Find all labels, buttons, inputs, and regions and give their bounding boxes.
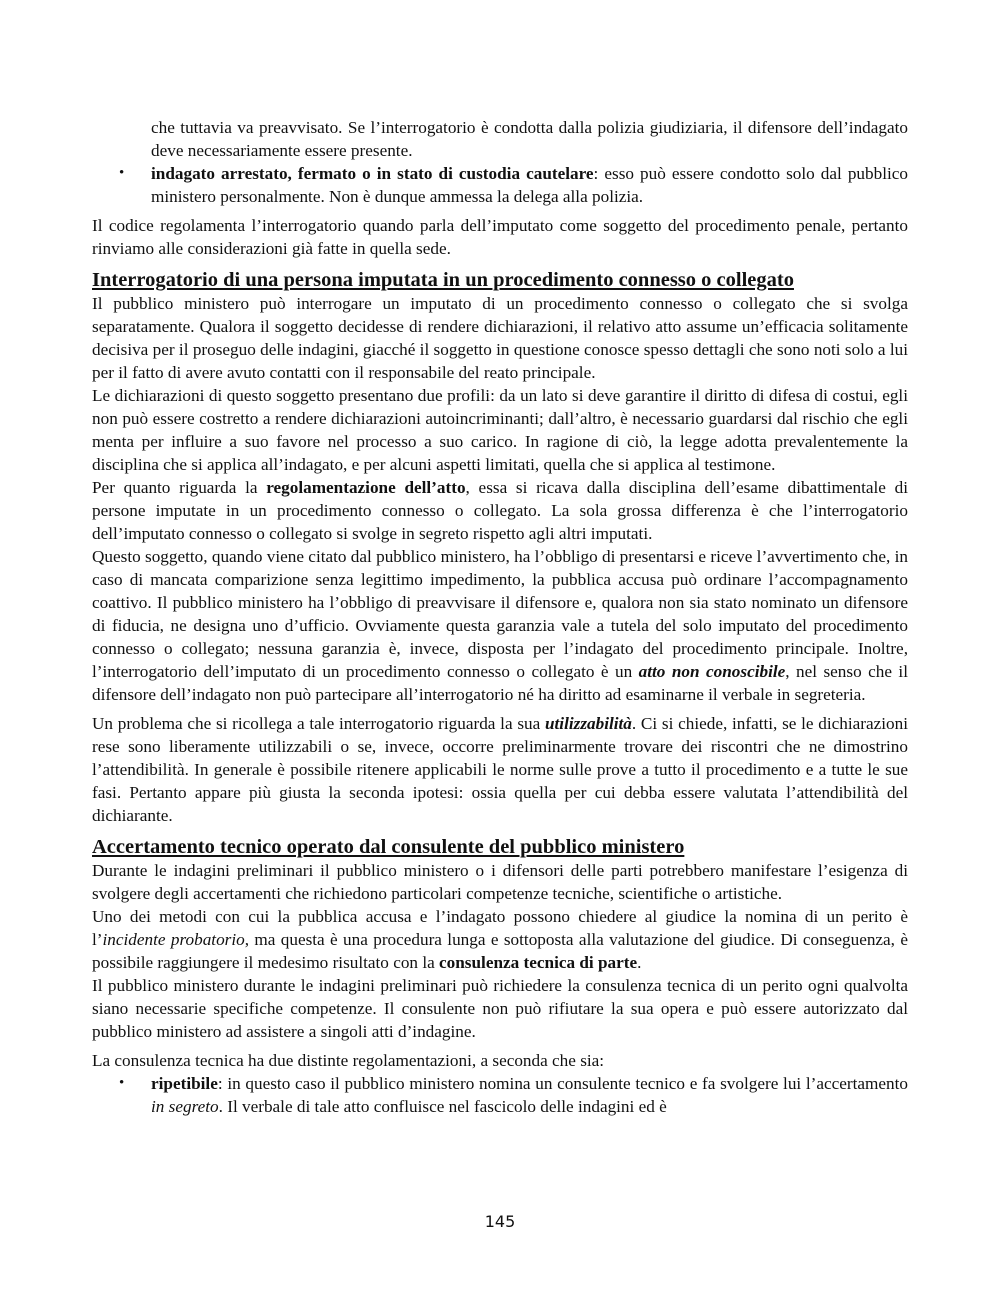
continued-text: che tuttavia va preavvisato. Se l’interrogatorio è condotta dalla polizia giudiziaria, il difensore dell’indagato deve necessariamente essere presente.: [151, 118, 908, 160]
italic-term: incidente probatorio: [102, 930, 245, 949]
page-number: 145: [484, 1212, 516, 1231]
paragraph: Per quanto riguarda la regolamentazione dell’atto, essa si ricava dalla disciplina dell’esame dibattimentale di persone imputate in un procedimento connesso o collegato. La sola grossa differenza è che l’interrogatorio dell’imputato connesso o collegato si svolge in segreto rispetto agli altri imputati.: [92, 478, 908, 543]
paragraph: Durante le indagini preliminari il pubblico ministero o i difensori delle parti potrebbero manifestare l’esigenza di svolgere degli accertamenti che richiedono particolari competenze tecniche, scientifiche o artistiche.: [92, 861, 908, 903]
bullet-icon: •: [119, 1075, 125, 1091]
section-heading: Interrogatorio di una persona imputata in un procedimento connesso o collegato: [92, 269, 794, 291]
page-content: [92, 116, 908, 1118]
bold-term: indagato arrestato, fermato o in stato di custodia cautelare: [151, 164, 594, 183]
list-item: • indagato arrestato, fermato o in stato di custodia cautelare: esso può essere condotto solo dal pubblico ministero personalmente. Non è dunque ammessa la delega alla polizia.: [119, 164, 908, 206]
paragraph: Le dichiarazioni di questo soggetto presentano due profili: da un lato si deve garantire il diritto di difesa di costui, egli non può essere costretto a rendere dichiarazioni autoincriminanti; dall’altro, è necessario guardarsi dal rischio che egli menta per influire a suo favore nel processo a suo carico. In ragione di ciò, la legge adotta prevalentemente la disciplina che si applica all’indagato, e per alcuni aspetti limitati, quella che si applica al testimone.: [92, 386, 908, 474]
list-item: • ripetibile: in questo caso il pubblico ministero nomina un consulente tecnico e fa svolgere lui l’accertamento in segreto. Il verbale di tale atto confluisce nel fascicolo delle indagini ed è: [119, 1074, 908, 1116]
bullet-list-bottom: [92, 1072, 908, 1118]
paragraph: Un problema che si ricollega a tale interrogatorio riguarda la sua utilizzabilità. Ci si chiede, infatti, se le dichiarazioni rese sono liberamente utilizzabili o se, invece, occorre preliminarmente trovare dei riscontri che ne dimostrino l’attendibilità. In generale è possibile ritenere applicabili le norme sulle prove a tutto il procedimento e a tutte le sue fasi. Pertanto appare più giusta la seconda ipotesi: ossia quella per cui debba essere valutata l’attendibilità del dichiarante.: [92, 714, 908, 825]
paragraph: La consulenza tecnica ha due distinte regolamentazioni, a seconda che sia:: [92, 1051, 605, 1070]
paragraph: Il codice regolamenta l’interrogatorio quando parla dell’imputato come soggetto del procedimento penale, pertanto rinviamo alle considerazioni già fatte in quella sede.: [92, 216, 908, 258]
section-heading: Accertamento tecnico operato dal consulente del pubblico ministero: [92, 836, 685, 858]
bold-term: regolamentazione dell’atto: [266, 478, 466, 497]
bold-term: ripetibile: [151, 1074, 218, 1093]
paragraph: Questo soggetto, quando viene citato dal pubblico ministero, ha l’obbligo di presentarsi e riceve l’avvertimento che, in caso di mancata comparizione senza legittimo impedimento, la pubblica accusa può ordinare l’accompagnamento coattivo. Il pubblico ministero ha l’obbligo di preavvisare il difensore e, qualora non sia stato nominato un difensore di fiducia, ne designa uno d’ufficio. Ovviamente questa garanzia vale a tutela del solo imputato del procedimento connesso o collegato; nessuna garanzia è, invece, disposta per l’indagato del procedimento principale. Inoltre, l’interrogatorio dell’imputato di un procedimento connesso o collegato è un atto non conoscibile, nel senso che il difensore dell’indagato non può partecipare all’interrogatorio né ha diritto ad esaminarne il verbale in segreteria.: [92, 547, 908, 704]
bullet-icon: •: [119, 165, 125, 181]
italic-term: in segreto: [151, 1097, 219, 1116]
paragraph: Il pubblico ministero durante le indagini preliminari può richiedere la consulenza tecnica di un perito ogni qualvolta siano necessarie specifiche competenze. Il consulente non può rifiutare la sua opera e può essere autorizzato dal pubblico ministero ad assistere a singoli atti d’indagine.: [92, 976, 908, 1041]
bold-italic-term: atto non conoscibile: [638, 662, 786, 681]
bold-italic-term: utilizzabilità: [544, 714, 632, 733]
bullet-list-top: [92, 162, 908, 208]
paragraph: Il pubblico ministero può interrogare un imputato di un procedimento connesso o collegato che si svolga separatamente. Qualora il soggetto decidesse di rendere dichiarazioni, il relativo atto assume un’efficacia solitamente decisiva per il proseguo delle indagini, giacché il soggetto in questione conosce spesso dettagli che sono noti solo a lui per il fatto di avere avuto contatti con il responsabile del reato principale.: [92, 294, 908, 382]
paragraph: Uno dei metodi con cui la pubblica accusa e l’indagato possono chiedere al giudice la nomina di un perito è l’incidente probatorio, ma questa è una procedura lunga e sottoposta alla valutazione del giudice. Di conseguenza, è possibile raggiungere il medesimo risultato con la consulenza tecnica di parte.: [92, 907, 908, 972]
bold-term: consulenza tecnica di parte: [439, 953, 638, 972]
